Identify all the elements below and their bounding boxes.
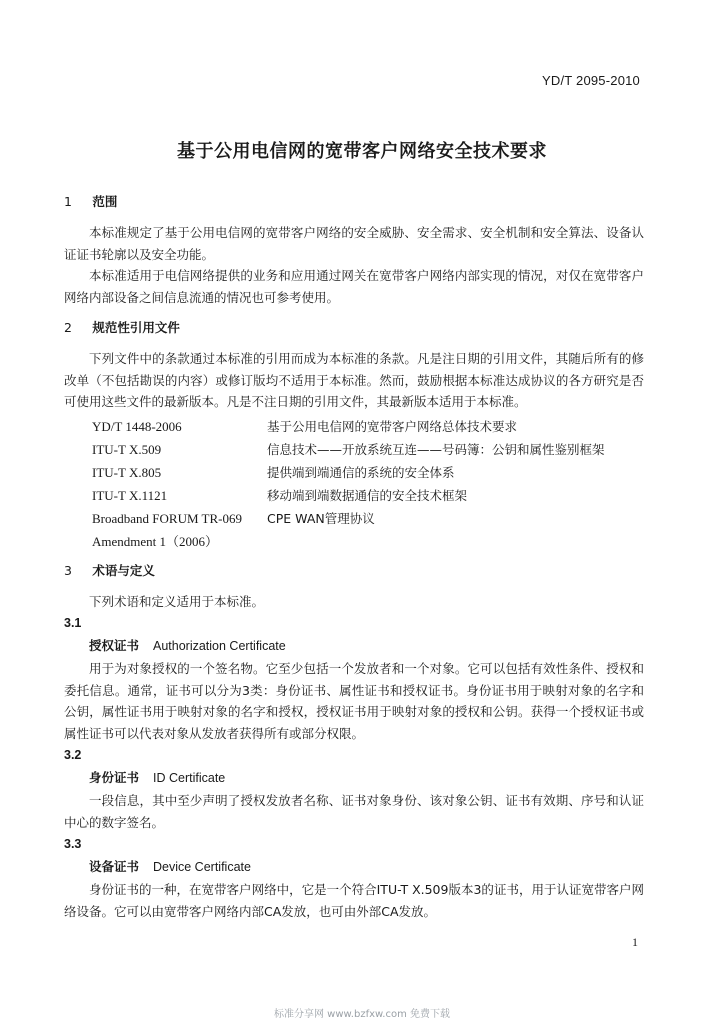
reference-item xyxy=(92,484,644,507)
term-number: 3.3 xyxy=(64,837,82,851)
section-2-heading xyxy=(64,318,644,336)
section-1-heading xyxy=(64,192,644,210)
page-number: 1 xyxy=(632,935,638,949)
section-title: 范围 xyxy=(92,194,118,209)
term-heading xyxy=(89,857,644,877)
term-entry xyxy=(64,837,644,922)
term-definition: 身份证书的一种，在宽带客户网络中，它是一个符合ITU-T X.509版本3的证书，用于认证宽带客户网络设备。它可以由宽带客户网络内部CA发放，也可由外部CA发放。 xyxy=(64,882,644,919)
standard-number: YD/T 2095-2010 xyxy=(542,73,640,88)
section-2-body xyxy=(64,348,644,553)
section-3-heading xyxy=(64,561,644,579)
term-definition: 一段信息，其中至少声明了授权发放者名称、证书对象身份、该对象公钥、证书有效期、序号和认证中心的数字签名。 xyxy=(64,793,644,830)
section-number: 1 xyxy=(64,194,72,209)
reference-id: YD/T 1448-2006 xyxy=(92,418,182,434)
section-number: 3 xyxy=(64,562,72,578)
paragraph: 本标准适用于电信网络提供的业务和应用通过网关在宽带客户网络内部实现的情况，对仅在宽带客户网络内部设备之间信息流通的情况也可参考使用。 xyxy=(64,268,644,305)
reference-title: CPE WAN管理协议 xyxy=(267,510,375,526)
term-name-cn: 授权证书 xyxy=(89,638,140,653)
paragraph: 下列术语和定义适用于本标准。 xyxy=(89,593,265,609)
reference-item xyxy=(92,461,644,484)
reference-list xyxy=(92,415,644,553)
reference-id: Broadband FORUM TR-069 xyxy=(92,510,242,526)
reference-item xyxy=(92,507,644,530)
reference-item xyxy=(92,415,644,438)
term-heading xyxy=(89,768,644,788)
section-title: 术语与定义 xyxy=(92,562,155,578)
document-body xyxy=(64,192,644,928)
term-name-en: Authorization Certificate xyxy=(153,639,286,653)
reference-id: ITU-T X.509 xyxy=(92,441,162,457)
reference-title: 信息技术——开放系统互连——号码簿：公钥和属性鉴别框架 xyxy=(267,441,605,457)
term-heading xyxy=(89,636,644,656)
term-entry xyxy=(64,616,644,744)
section-3-body xyxy=(64,591,644,923)
document-title: 基于公用电信网的宽带客户网络安全技术要求 xyxy=(177,141,547,162)
reference-title xyxy=(218,530,644,553)
term-name-cn: 身份证书 xyxy=(89,770,140,785)
footer-watermark: 标准分享网 www.bzfxw.com 免费下载 xyxy=(274,1009,450,1020)
reference-title: 提供端到端通信的系统的安全体系 xyxy=(267,464,455,480)
term-name-en: Device Certificate xyxy=(153,860,251,874)
term-name-en: ID Certificate xyxy=(153,771,226,785)
term-number: 3.1 xyxy=(64,616,82,630)
reference-id: Amendment 1（2006） xyxy=(92,533,219,549)
reference-title: 基于公用电信网的宽带客户网络总体技术要求 xyxy=(267,418,518,434)
term-name-cn: 设备证书 xyxy=(89,859,140,874)
term-number: 3.2 xyxy=(64,748,82,762)
term-definition: 用于为对象授权的一个签名物。它至少包括一个发放者和一个对象。它可以包括有效性条件、授权和委托信息。通常，证书可以分为3类：身份证书、属性证书和授权证书。身份证书用于映射对象的名字和公钥，属性证书用于映射对象的名字和授权，授权证书用于映射对象的授权和公钥。获得一个授权证书或属性证书可以代表对象从发放者获得所有或部分权限。 xyxy=(64,661,644,741)
reference-item xyxy=(92,438,644,461)
paragraph: 本标准规定了基于公用电信网的宽带客户网络的安全威胁、安全需求、安全机制和安全算法、设备认证证书轮廓以及安全功能。 xyxy=(64,225,644,262)
reference-id: ITU-T X.1121 xyxy=(92,487,168,503)
paragraph: 下列文件中的条款通过本标准的引用而成为本标准的条款。凡是注日期的引用文件，其随后所有的修改单（不包括勘误的内容）或修订版均不适用于本标准。然而，鼓励根据本标准达成协议的各方研究是否可使用这些文件的最新版本。凡是不注日期的引用文件，其最新版本适用于本标准。 xyxy=(64,351,644,409)
reference-title: 移动端到端数据通信的安全技术框架 xyxy=(267,487,468,503)
reference-item xyxy=(92,530,644,553)
reference-id: ITU-T X.805 xyxy=(92,464,162,480)
term-entry xyxy=(64,748,644,833)
section-number: 2 xyxy=(64,320,72,335)
section-1-body xyxy=(64,222,644,308)
section-title: 规范性引用文件 xyxy=(92,320,180,335)
